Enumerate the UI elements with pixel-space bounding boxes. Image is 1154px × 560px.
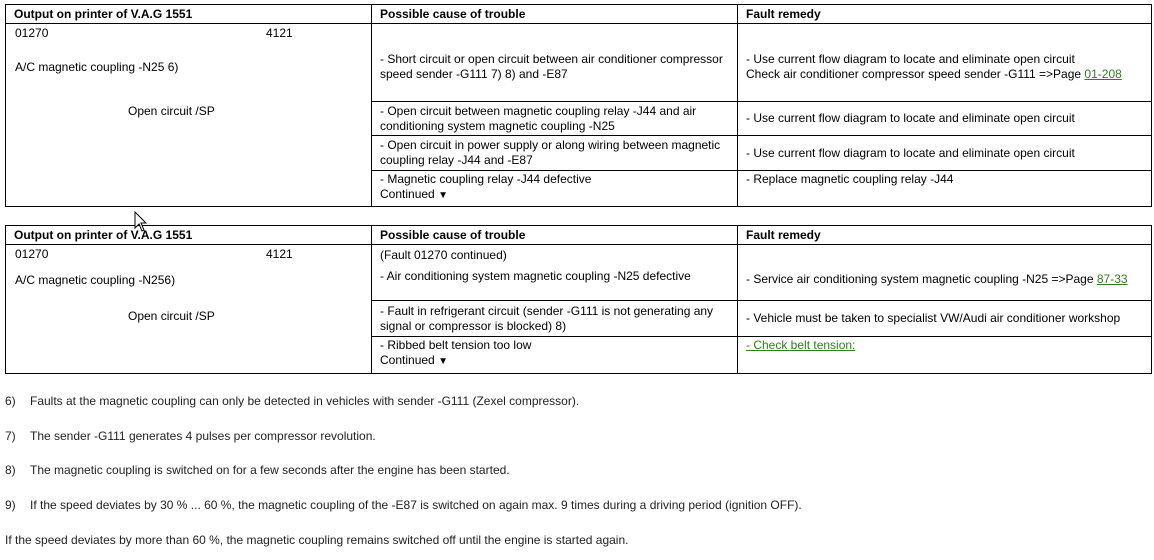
- page-link-01-208[interactable]: 01-208: [1084, 67, 1122, 81]
- fault-code: 01270: [15, 26, 49, 40]
- footnote-9: [5, 498, 802, 512]
- footnote-8: [5, 463, 510, 477]
- cause-cell: [372, 102, 738, 136]
- cause-text: - Ribbed belt tension too low: [380, 338, 532, 353]
- final-note: If the speed deviates by more than 60 %, the magnetic coupling remains switched off until the engine is started again.: [5, 533, 629, 547]
- output-cell: [6, 24, 372, 207]
- output-cell: [6, 245, 372, 374]
- remedy-text: - Use current flow diagram to locate and eliminate open circuit: [746, 111, 1075, 125]
- cause-text: - Fault in refrigerant circuit (sender -G111 is not generating any signal or compressor is blocked) 8): [380, 303, 714, 333]
- cause-text: - Short circuit or open circuit between air conditioner compressor speed sender -G111 7) 8) and -E87: [380, 52, 723, 81]
- cause-text: - Open circuit between magnetic coupling relay -J44 and air conditioning system magnetic coupling -N25: [380, 103, 697, 133]
- remedy-cell: [738, 102, 1152, 136]
- table-row: [6, 24, 1152, 102]
- remedy-cell: [738, 171, 1152, 207]
- triangle-down-icon: ▼: [438, 356, 448, 368]
- footnote-text: The sender -G111 generates 4 pulses per compressor revolution.: [30, 429, 376, 443]
- header-output: Output on printer of V.A.G 1551: [6, 226, 372, 245]
- footnote-number: 7): [5, 429, 16, 443]
- continued-text: Continued: [380, 187, 435, 201]
- header-remedy: Fault remedy: [738, 5, 1152, 24]
- fault-type: Open circuit /SP: [128, 104, 215, 118]
- fault-code: 01270: [15, 247, 49, 261]
- remedy-check-text: Check air conditioner compressor speed sender -G111 =>Page: [746, 67, 1085, 81]
- remedy-cell: [738, 337, 1152, 374]
- footnote-6: [5, 394, 579, 408]
- cause-continued-note: (Fault 01270 continued): [380, 248, 507, 262]
- footnote-number: 9): [5, 498, 16, 512]
- header-cause: Possible cause of trouble: [372, 5, 738, 24]
- component-name: A/C magnetic coupling -N25 6): [15, 60, 179, 74]
- remedy-cell: [738, 301, 1152, 337]
- remedy-text: - Use current flow diagram to locate and eliminate open circuit: [746, 145, 1075, 160]
- fault-table-2: [5, 225, 1152, 374]
- footnote-text: If the speed deviates by 30 % ... 60 %, the magnetic coupling of the -E87 is switched on again max. 9 times during a driving period (ignition OFF).: [30, 498, 802, 512]
- mouse-pointer-icon: [134, 211, 148, 233]
- header-cause: Possible cause of trouble: [372, 226, 738, 245]
- remedy-cell: [738, 24, 1152, 102]
- footnote-text: The magnetic coupling is switched on for a few seconds after the engine has been started.: [30, 463, 510, 477]
- remedy-text: - Vehicle must be taken to specialist VW/Audi air conditioner workshop: [746, 311, 1121, 326]
- check-belt-tension-link[interactable]: - Check belt tension:: [746, 338, 856, 353]
- continued-label: [380, 353, 729, 369]
- fault-table-1: [5, 4, 1152, 207]
- table-header-row: [6, 226, 1152, 245]
- fault-type: Open circuit /SP: [128, 309, 215, 323]
- fault-number: 4121: [266, 26, 293, 40]
- fault-number: 4121: [266, 247, 293, 261]
- footnote-text: Faults at the magnetic coupling can only be detected in vehicles with sender -G111 (Zexel compressor).: [30, 394, 580, 408]
- table-row: [6, 245, 1152, 301]
- remedy-text-2: [746, 67, 1143, 82]
- cause-text: - Magnetic coupling relay -J44 defective: [380, 172, 592, 186]
- page-link-87-33[interactable]: 87-33: [1096, 271, 1128, 286]
- footnote-7: [5, 429, 376, 443]
- continued-text: Continued: [380, 353, 435, 368]
- cause-text: - Open circuit in power supply or along wiring between magnetic coupling relay -J44 and -E87: [380, 138, 721, 167]
- triangle-down-icon: ▼: [438, 190, 448, 201]
- remedy-text: - Use current flow diagram to locate and eliminate open circuit: [746, 52, 1075, 66]
- footnote-number: 6): [5, 394, 16, 408]
- cause-cell: [372, 301, 738, 337]
- cause-cell: [372, 337, 738, 374]
- component-name: A/C magnetic coupling -N256): [15, 273, 176, 287]
- cause-text: - Air conditioning system magnetic coupling -N25 defective: [380, 269, 691, 283]
- cause-cell: [372, 136, 738, 171]
- remedy-text: - Replace magnetic coupling relay -J44: [746, 172, 954, 186]
- header-remedy: Fault remedy: [738, 226, 1152, 245]
- remedy-cell: [738, 245, 1152, 301]
- cause-cell: [372, 24, 738, 102]
- cause-cell: [372, 171, 738, 207]
- table-header-row: [6, 5, 1152, 24]
- cause-cell: [372, 245, 738, 301]
- continued-label: [380, 187, 729, 203]
- footnote-number: 8): [5, 463, 16, 477]
- header-output: Output on printer of V.A.G 1551: [6, 5, 372, 24]
- remedy-text: - Service air conditioning system magnetic coupling -N25 =>Page: [746, 271, 1097, 286]
- remedy-cell: [738, 136, 1152, 171]
